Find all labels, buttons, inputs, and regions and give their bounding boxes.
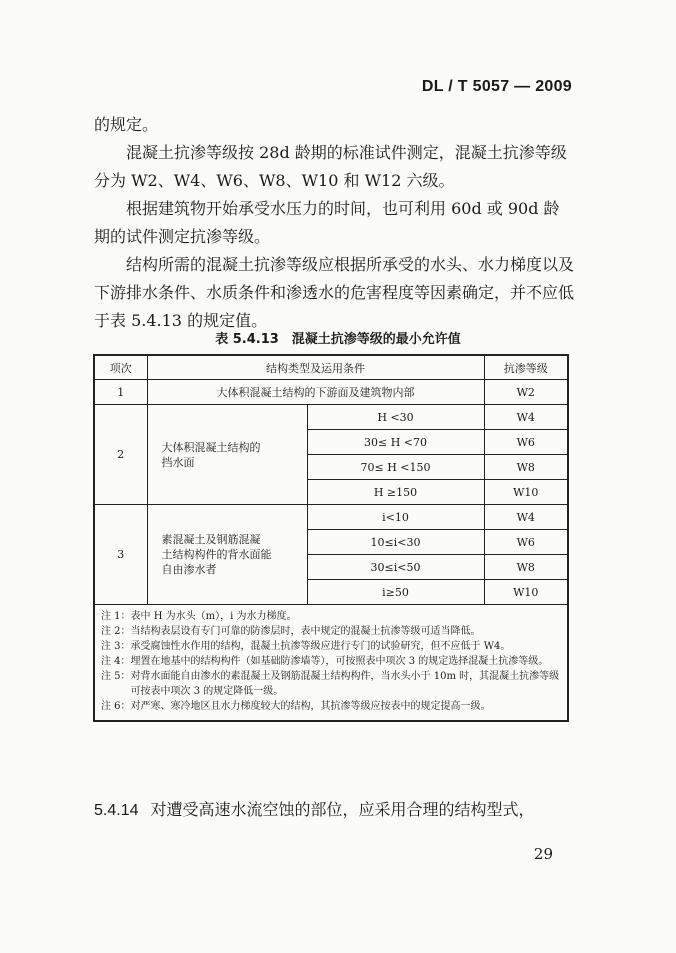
structure-description	[147, 505, 307, 605]
table-note	[101, 669, 561, 699]
grade-cell: W4	[484, 505, 568, 530]
condition-cell: 10≤i<30	[307, 530, 484, 555]
section-heading	[94, 797, 574, 820]
grade-cell: W6	[484, 530, 568, 555]
item-no: 2	[94, 405, 147, 505]
condition-cell: i≥50	[307, 580, 484, 605]
header-item-no: 项次	[94, 355, 147, 380]
note-tag: 注 4：	[101, 656, 131, 667]
grade-cell: W2	[484, 380, 568, 405]
grade-cell: W6	[484, 430, 568, 455]
note-text: 埋置在地基中的结构构件（如基础防渗墙等），可按照表中项次 3 的规定选择混凝土抗渗等级。	[130, 656, 549, 667]
header-structure-type: 结构类型及运用条件	[147, 355, 484, 380]
table-notes	[94, 605, 568, 722]
note-tag: 注 2：	[101, 626, 131, 637]
note-text: 当结构表层设有专门可靠的防渗层时，表中规定的混凝土抗渗等级可适当降低。	[130, 626, 481, 637]
section-number: 5.4.14	[94, 802, 139, 819]
header-grade: 抗渗等级	[484, 355, 568, 380]
table-row	[94, 405, 568, 430]
condition-cell: 30≤i<50	[307, 555, 484, 580]
grade-cell: W8	[484, 555, 568, 580]
table-notes-row	[94, 605, 568, 722]
impermeability-grade-table	[93, 354, 569, 722]
condition-cell: H <30	[307, 405, 484, 430]
table-row	[94, 380, 568, 405]
description-line: 挡水面	[161, 455, 195, 469]
paragraph: 的规定。	[94, 115, 159, 134]
note-tag: 注 1：	[101, 611, 131, 622]
grade-cell: W8	[484, 455, 568, 480]
grade-cell: W10	[484, 480, 568, 505]
structure-description: 大体积混凝土结构的下游面及建筑物内部	[147, 380, 484, 405]
description-line: 自由渗水者	[161, 563, 217, 576]
paragraph: 结构所需的混凝土抗渗等级应根据所承受的水头、水力梯度以及下游排水条件、水质条件和渗透水的危害程度等因素确定，并不应低于表 5.4.13 的规定值。	[94, 255, 575, 330]
grade-cell: W4	[484, 405, 568, 430]
condition-cell: 30≤ H <70	[307, 430, 484, 455]
condition-cell: i<10	[307, 505, 484, 530]
note-text: 表中 H 为水头（m），i 为水力梯度。	[130, 611, 297, 622]
note-tag: 注 3：	[101, 641, 131, 652]
note-tag: 注 5：	[101, 671, 131, 682]
paragraph: 混凝土抗渗等级按 28d 龄期的标准试件测定，混凝土抗渗等级分为 W2、W4、W6、W8、W10 和 W12 六级。	[94, 143, 567, 190]
condition-cell: H ≥150	[307, 480, 484, 505]
page-number: 29	[533, 845, 553, 863]
description-line: 素混凝土及钢筋混凝	[161, 533, 261, 546]
table-note	[101, 699, 561, 714]
table-header-row	[94, 355, 568, 380]
standard-code: DL / T 5057 — 2009	[421, 78, 572, 95]
structure-description	[147, 405, 307, 505]
note-text: 对背水面能自由渗水的素混凝土及钢筋混凝土结构构件，当水头小于 10m 时，其混凝土抗渗等级可按表中项次 3 的规定降低一级。	[130, 671, 560, 697]
description-line: 大体积混凝土结构的	[161, 440, 261, 454]
table-caption: 表 5.4.13 混凝土抗渗等级的最小允许值	[215, 332, 461, 347]
note-text: 承受腐蚀性水作用的结构，混凝土抗渗等级应进行专门的试验研究，但不应低于 W4。	[130, 641, 511, 652]
table-note	[101, 624, 561, 639]
item-no: 1	[94, 380, 147, 405]
grade-cell: W10	[484, 580, 568, 605]
table-row	[94, 505, 568, 530]
condition-cell: 70≤ H <150	[307, 455, 484, 480]
body-text	[94, 111, 574, 335]
paragraph: 根据建筑物开始承受水压力的时间，也可利用 60d 或 90d 龄期的试件测定抗渗等级。	[94, 199, 560, 246]
section-text: 对遭受高速水流空蚀的部位，应采用合理的结构型式，	[150, 800, 535, 819]
item-no: 3	[94, 505, 147, 605]
description-line: 土结构构件的背水面能	[161, 548, 272, 561]
note-tag: 注 6：	[101, 701, 131, 712]
table-note	[101, 654, 561, 669]
table-note	[101, 609, 561, 624]
note-text: 对严寒、寒冷地区且水力梯度较大的结构，其抗渗等级应按表中的规定提高一级。	[130, 701, 491, 712]
table-note	[101, 639, 561, 654]
